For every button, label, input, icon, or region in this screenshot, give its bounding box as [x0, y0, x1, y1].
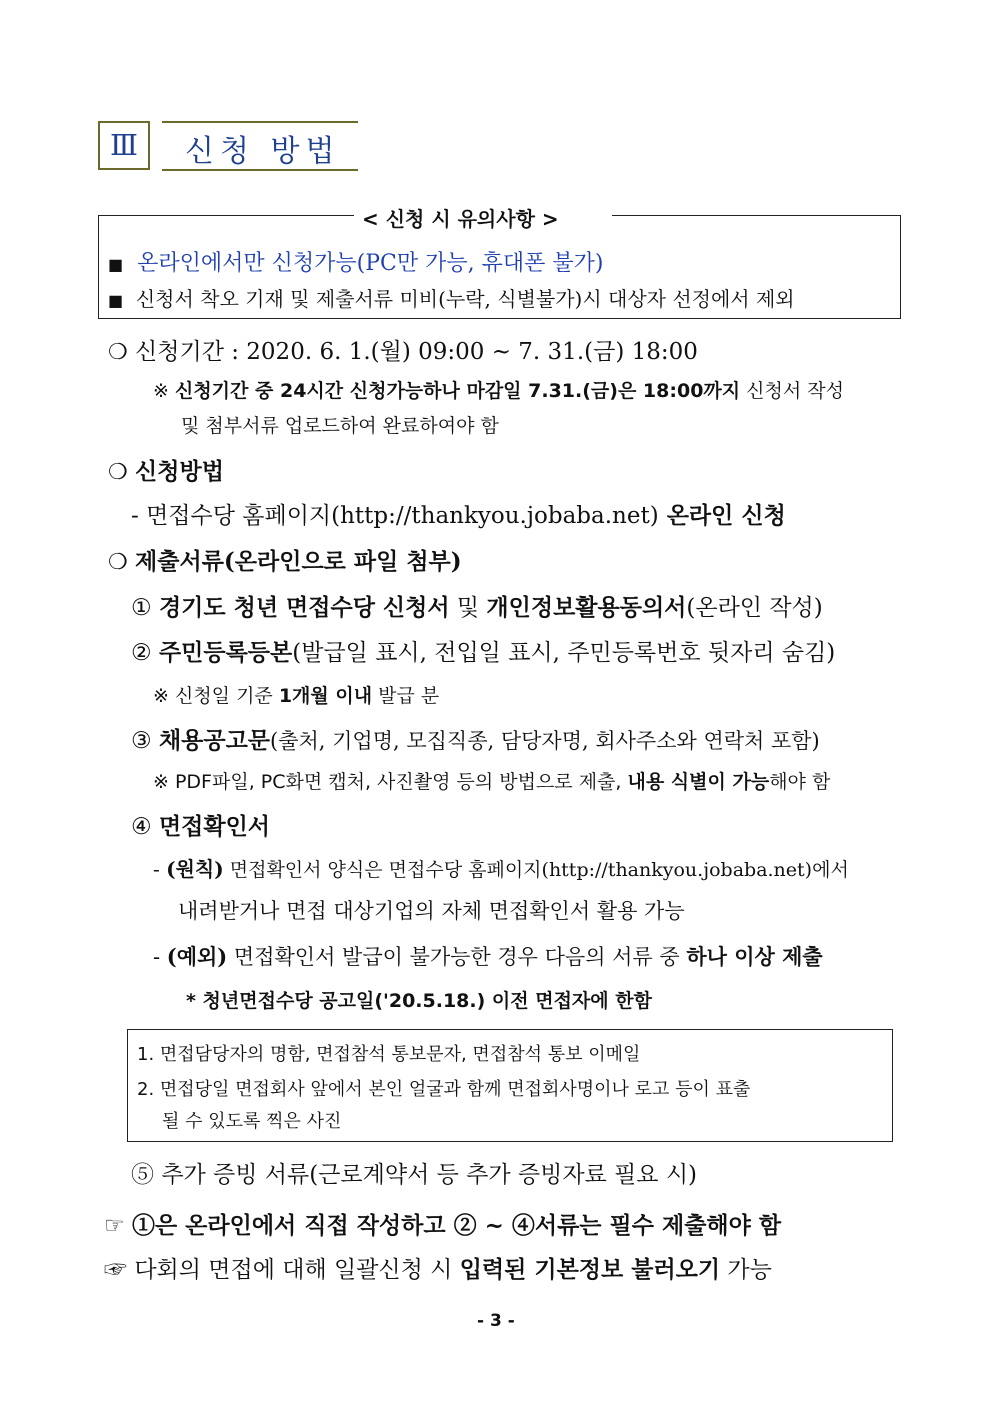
- footer-note-2-post: 가능: [720, 1257, 772, 1283]
- note-mark: ※: [153, 380, 169, 402]
- item-1-bold-2: 개인정보활용동의서: [486, 594, 687, 621]
- document-item-3: [131, 722, 820, 755]
- case-item-2-line2: 될 수 있도록 찍은 사진: [162, 1111, 342, 1132]
- period-note: [153, 376, 844, 403]
- circle-bullet-icon: ❍: [108, 550, 128, 575]
- case-item-2: 2. 면접당일 면접회사 앞에서 본인 얼굴과 함께 면접회사명이나 로고 등이 표출: [137, 1079, 751, 1100]
- document-item-2: [131, 634, 835, 667]
- period-line: [108, 333, 698, 366]
- item-3-note: [153, 767, 830, 794]
- method-text: 면접수당 홈페이지(http://thankyou.jobaba.net): [146, 503, 659, 529]
- documents-title: 제출서류(온라인으로 파일 첨부): [135, 548, 462, 575]
- item-3-rest: (출처, 기업명, 모집직종, 담당자명, 회사주소와 연락처 포함): [270, 729, 820, 753]
- section-number: Ⅲ: [110, 128, 138, 162]
- circle-bullet-icon: ❍: [108, 340, 128, 365]
- item-4-bold: 면접확인서: [158, 813, 271, 840]
- item-number: ①: [131, 595, 152, 621]
- item-3-note-post: 해야 함: [769, 771, 831, 793]
- documents-heading: [108, 543, 462, 576]
- footer-note-2-bold: 입력된 기본정보 불러오기: [459, 1256, 721, 1283]
- document-item-1: [131, 589, 823, 622]
- section-number-box: [98, 121, 150, 170]
- item-4-exception-bold: (예외): [166, 944, 228, 969]
- notice-top-border-left: [98, 215, 354, 216]
- item-2-note-post: 발급 분: [372, 685, 440, 707]
- bullet-square-icon: ■: [108, 291, 124, 310]
- item-5-text: 추가 증빙 서류(근로계약서 등 추가 증빙자료 필요 시): [161, 1162, 698, 1188]
- footer-note-1-text: ①은 온라인에서 직접 작성하고 ② ~ ④서류는 필수 제출해야 함: [131, 1212, 782, 1239]
- item-4-exception: [153, 941, 823, 971]
- case-item-1: 1. 면접담당자의 명함, 면접참석 통보문자, 면접참석 통보 이메일: [137, 1044, 641, 1065]
- item-4-principle-line2: 내려받거나 면접 대상기업의 자체 면접확인서 활용 가능: [178, 899, 685, 923]
- item-number: ③: [131, 728, 152, 754]
- item-2-rest: (발급일 표시, 전입일 표시, 주민등록번호 뒷자리 숨김): [292, 640, 836, 666]
- dash: -: [131, 503, 139, 529]
- notice-item-1: [108, 246, 603, 277]
- item-3-bold: 채용공고문: [158, 727, 271, 754]
- item-1-mid: 및: [449, 595, 487, 621]
- dash: -: [153, 857, 160, 881]
- item-4-principle: [153, 853, 849, 882]
- item-number: ②: [131, 640, 152, 666]
- pointing-hand-icon: ☞: [104, 1257, 127, 1283]
- item-number: ④: [131, 814, 152, 840]
- item-2-note-pre: 신청일 기준: [174, 685, 279, 707]
- notice-top-border-right: [612, 215, 901, 216]
- notice-item-1-text: 온라인에서만 신청가능(PC만 가능, 휴대폰 불가): [137, 251, 604, 276]
- page-number: - 3 -: [477, 1311, 515, 1331]
- method-title: 신청방법: [135, 458, 224, 485]
- item-number: ⑤: [131, 1162, 154, 1188]
- method-line: [131, 497, 786, 530]
- period-text: 신청기간 : 2020. 6. 1.(월) 09:00 ~ 7. 31.(금) 18:00: [135, 339, 698, 365]
- item-4-principle-bold: (원칙): [166, 857, 224, 881]
- period-note-rest: 신청서 작성: [740, 380, 844, 402]
- dash: -: [153, 945, 161, 969]
- circle-bullet-icon: ❍: [108, 460, 128, 485]
- notice-item-2: [108, 283, 795, 312]
- footer-note-1: [104, 1207, 781, 1240]
- note-mark: ※: [153, 685, 169, 707]
- method-heading: [108, 453, 224, 486]
- bullet-square-icon: ■: [108, 255, 124, 274]
- item-4-exception-bold-2: 하나 이상 제출: [686, 944, 823, 969]
- item-2-note-bold: 1개월 이내: [278, 685, 373, 707]
- item-4-principle-rest: 면접확인서 양식은 면접수당 홈페이지(http://thankyou.jobaba.net)에서: [223, 859, 849, 881]
- item-1-rest: (온라인 작성): [686, 595, 823, 621]
- pointing-hand-icon: ☞: [104, 1213, 125, 1239]
- period-note-line2: 및 첨부서류 업로드하여 완료하여야 함: [181, 415, 499, 437]
- method-text-bold: 온라인 신청: [658, 502, 786, 529]
- item-3-note-bold: 내용 식별이 가능: [627, 771, 770, 793]
- period-note-bold: 신청기간 중 24시간 신청가능하나 마감일 7.31.(금)은 18:00까지: [174, 380, 741, 402]
- item-3-note-pre: PDF파일, PC화면 캡처, 사진촬영 등의 방법으로 제출,: [174, 771, 628, 793]
- item-4-exception-note: * 청년면접수당 공고일('20.5.18.) 이전 면접자에 한함: [186, 990, 652, 1012]
- item-2-bold: 주민등록등본: [158, 639, 293, 666]
- footer-note-2: [104, 1251, 772, 1284]
- item-4-exception-rest: 면접확인서 발급이 불가능한 경우 다음의 서류 중: [227, 945, 687, 969]
- item-1-bold-1: 경기도 청년 면접수당 신청서: [158, 594, 450, 621]
- footer-note-2-pre: 다회의 면접에 대해 일괄신청 시: [134, 1257, 460, 1283]
- document-item-4: [131, 808, 270, 841]
- notice-item-2-text: 신청서 착오 기재 및 제출서류 미비(누락, 식별불가)시 대상자 선정에서 제외: [135, 287, 795, 311]
- item-2-note: [153, 681, 439, 708]
- section-title: 신청 방법: [185, 134, 341, 169]
- document-item-5: [131, 1156, 697, 1189]
- note-mark: ※: [153, 771, 169, 793]
- notice-title: < 신청 시 유의사항 >: [362, 207, 559, 231]
